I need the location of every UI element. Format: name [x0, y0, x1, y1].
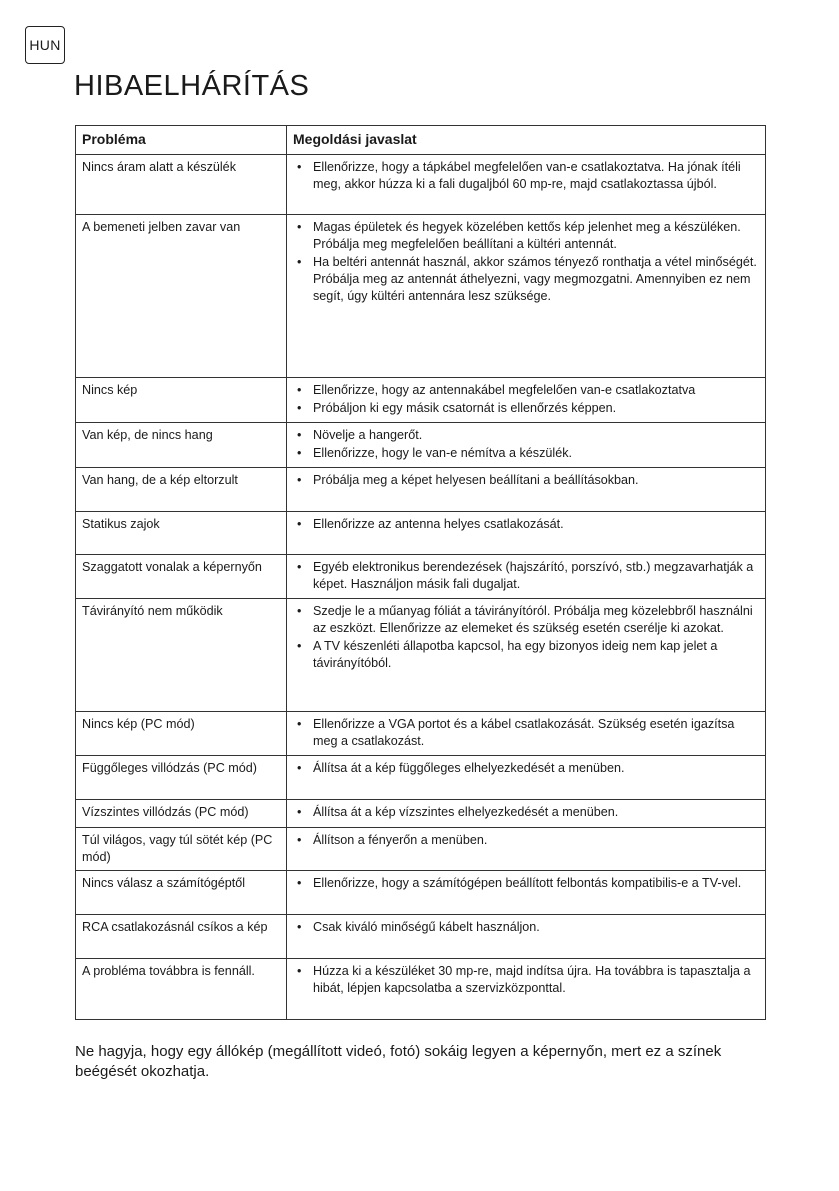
problem-cell: Van kép, de nincs hang	[76, 423, 287, 468]
table-row	[76, 871, 766, 915]
solution-item: • Növelje a hangerőt.	[293, 427, 759, 444]
solution-cell	[287, 512, 766, 555]
solution-cell	[287, 959, 766, 1020]
solution-cell	[287, 599, 766, 712]
page-title: HIBAELHÁRÍTÁS	[74, 70, 310, 102]
problem-cell: A probléma továbbra is fennáll.	[76, 959, 287, 1020]
solution-item: • Ellenőrizze a VGA portot és a kábel csatlakozását. Szükség esetén igazítsa meg a csatlakozást.	[293, 716, 759, 750]
solution-cell	[287, 215, 766, 378]
solution-item: • Magas épületek és hegyek közelében kettős kép jelenhet meg a készüléken. Próbálja meg megfelelően beállítani a kültéri antennát.	[293, 219, 759, 253]
solution-item: • Ellenőrizze az antenna helyes csatlakozását.	[293, 516, 759, 533]
table-row	[76, 828, 766, 871]
troubleshooting-table	[75, 125, 766, 1020]
solution-item: • Húzza ki a készüléket 30 mp-re, majd indítsa újra. Ha továbbra is tapasztalja a hibát, lépjen kapcsolatba a szervizközponttal.	[293, 963, 759, 997]
solution-item: • Állítsa át a kép függőleges elhelyezkedését a menüben.	[293, 760, 759, 777]
solution-cell	[287, 800, 766, 828]
solution-cell	[287, 712, 766, 756]
problem-cell: Nincs áram alatt a készülék	[76, 155, 287, 215]
header-problem: Probléma	[76, 126, 287, 155]
solution-cell	[287, 378, 766, 423]
solution-item: • Egyéb elektronikus berendezések (hajszárító, porszívó, stb.) megzavarhatják a képet. Használjon másik fali dugaljat.	[293, 559, 759, 593]
solution-cell	[287, 756, 766, 800]
problem-cell: Szaggatott vonalak a képernyőn	[76, 555, 287, 599]
solution-cell	[287, 828, 766, 871]
table-row	[76, 800, 766, 828]
solution-item: • Ellenőrizze, hogy le van-e némítva a készülék.	[293, 445, 759, 462]
table-row	[76, 378, 766, 423]
table-row	[76, 468, 766, 512]
language-badge: HUN	[25, 26, 65, 64]
solution-item: • Próbáljon ki egy másik csatornát is ellenőrzés képpen.	[293, 400, 759, 417]
solution-item: • Ellenőrizze, hogy az antennakábel megfelelően van-e csatlakoztatva	[293, 382, 759, 399]
table-row	[76, 512, 766, 555]
problem-cell: A bemeneti jelben zavar van	[76, 215, 287, 378]
solution-cell	[287, 915, 766, 959]
problem-cell: Van hang, de a kép eltorzult	[76, 468, 287, 512]
problem-cell: Statikus zajok	[76, 512, 287, 555]
problem-cell: Függőleges villódzás (PC mód)	[76, 756, 287, 800]
problem-cell: Vízszintes villódzás (PC mód)	[76, 800, 287, 828]
table-header-row	[76, 126, 766, 155]
problem-cell: Nincs válasz a számítógéptől	[76, 871, 287, 915]
solution-item: • Csak kiváló minőségű kábelt használjon.	[293, 919, 759, 936]
table-row	[76, 712, 766, 756]
problem-cell: Túl világos, vagy túl sötét kép (PC mód)	[76, 828, 287, 871]
table-row	[76, 555, 766, 599]
solution-cell	[287, 155, 766, 215]
solution-cell	[287, 468, 766, 512]
solution-item: • Ha beltéri antennát használ, akkor számos tényező ronthatja a vétel minőségét. Próbálja meg az antennát áthelyezni, vagy megmozgatni. Amennyiben ez nem segít, úgy kültéri antennára lesz szüksége.	[293, 254, 759, 305]
solution-cell	[287, 555, 766, 599]
problem-cell: RCA csatlakozásnál csíkos a kép	[76, 915, 287, 959]
solution-cell	[287, 871, 766, 915]
solution-item: • A TV készenléti állapotba kapcsol, ha egy bizonyos ideig nem kap jelet a távirányítóból.	[293, 638, 759, 672]
solution-item: • Ellenőrizze, hogy a tápkábel megfelelően van-e csatlakoztatva. Ha jónak ítéli meg, akkor húzza ki a fali dugaljból 60 mp-re, majd csatlakoztassa újból.	[293, 159, 759, 193]
problem-cell: Nincs kép (PC mód)	[76, 712, 287, 756]
problem-cell: Távirányító nem működik	[76, 599, 287, 712]
solution-item: • Próbálja meg a képet helyesen beállítani a beállításokban.	[293, 472, 759, 489]
solution-item: • Ellenőrizze, hogy a számítógépen beállított felbontás kompatibilis-e a TV-vel.	[293, 875, 759, 892]
table-row	[76, 155, 766, 215]
solution-item: • Állítsa át a kép vízszintes elhelyezkedését a menüben.	[293, 804, 759, 821]
table-row	[76, 756, 766, 800]
table-row	[76, 915, 766, 959]
problem-cell: Nincs kép	[76, 378, 287, 423]
solution-item: • Szedje le a műanyag fóliát a távirányítóról. Próbálja meg közelebbről használni az eszközt. Ellenőrizze az elemeket és szükség esetén cserélje ki azokat.	[293, 603, 759, 637]
table-row	[76, 215, 766, 378]
table-row	[76, 599, 766, 712]
table-row	[76, 959, 766, 1020]
header-solution: Megoldási javaslat	[287, 126, 766, 155]
solution-cell	[287, 423, 766, 468]
footer-note: Ne hagyja, hogy egy állókép (megállított videó, fotó) sokáig legyen a képernyőn, mert ez a színek beégését okozhatja.	[75, 1043, 722, 1080]
solution-item: • Állítson a fényerőn a menüben.	[293, 832, 759, 849]
table-row	[76, 423, 766, 468]
